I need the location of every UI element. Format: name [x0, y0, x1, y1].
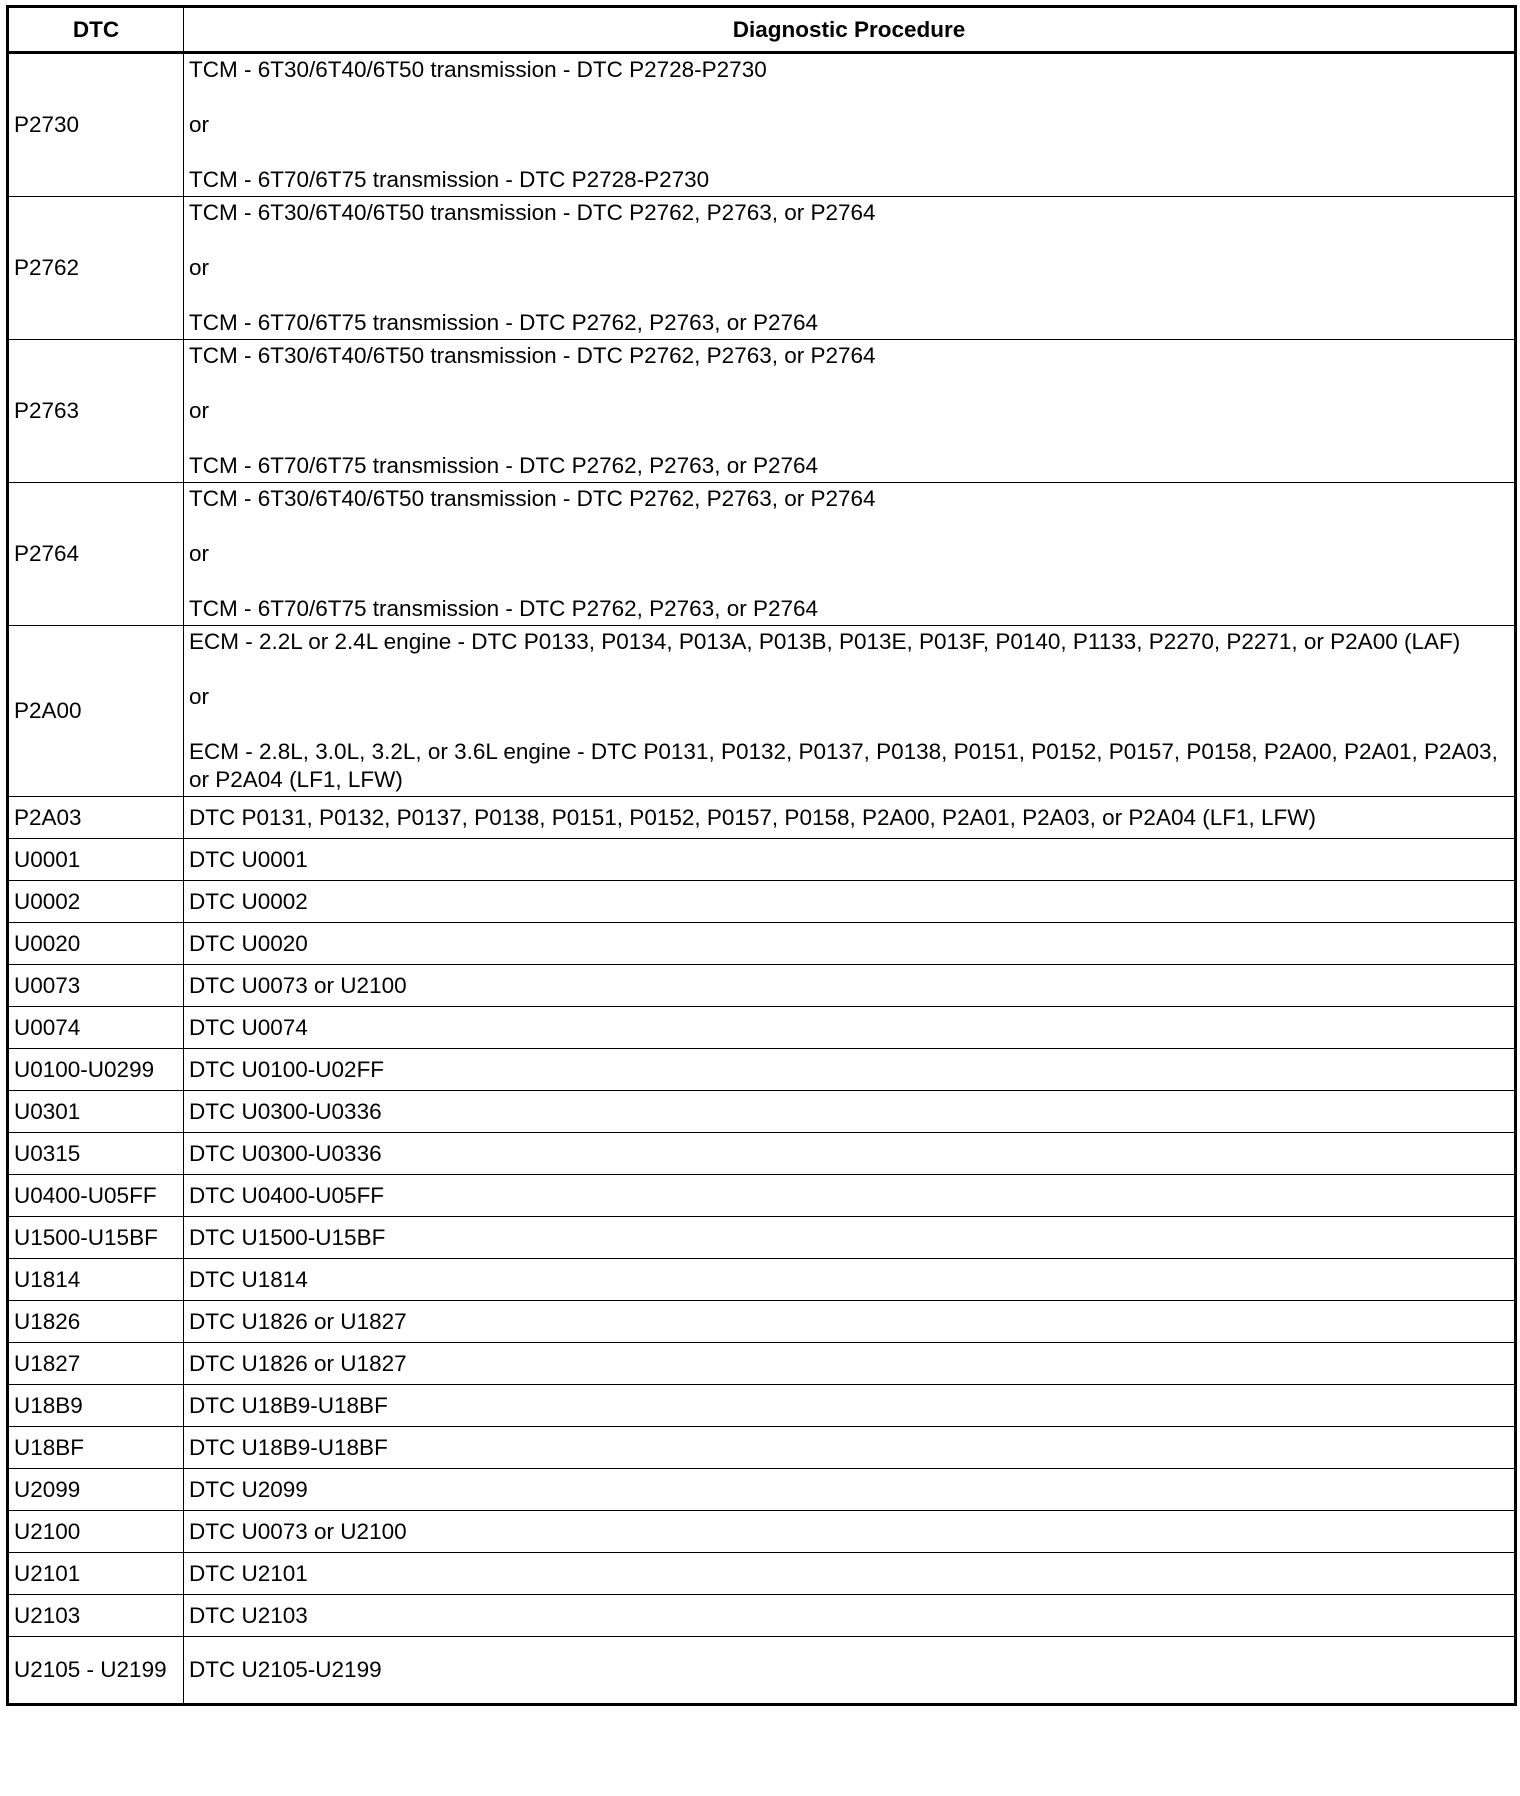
procedure-text: ECM - 2.2L or 2.4L engine - DTC P0133, P0134, P013A, P013B, P013E, P013F, P0140, P1133, P2270, P2271, or P2A00 (LAF) [189, 629, 1461, 654]
procedure-or-separator: or [189, 398, 210, 423]
procedure-text: DTC U2101 [189, 1560, 308, 1586]
procedure-cell [184, 340, 1516, 483]
dtc-code-cell: P2764 [8, 483, 184, 626]
table-row [8, 1385, 1516, 1427]
procedure-cell [184, 839, 1516, 881]
procedure-text: DTC U0073 or U2100 [189, 972, 407, 998]
procedure-or-separator: or [189, 112, 210, 137]
table-row [8, 1133, 1516, 1175]
procedure-text: DTC U0300-U0336 [189, 1140, 382, 1166]
procedure-cell [184, 797, 1516, 839]
dtc-code-cell: P2763 [8, 340, 184, 483]
procedure-cell [184, 1595, 1516, 1637]
procedure-text: DTC U0300-U0336 [189, 1098, 382, 1124]
dtc-code-cell: U2101 [8, 1553, 184, 1595]
procedure-cell [184, 1553, 1516, 1595]
procedure-cell [184, 1427, 1516, 1469]
procedure-cell [184, 197, 1516, 340]
table-row [8, 1259, 1516, 1301]
dtc-code-cell: P2A03 [8, 797, 184, 839]
table-row [8, 1343, 1516, 1385]
procedure-text: DTC U1826 or U1827 [189, 1350, 407, 1376]
dtc-code-cell: U1500-U15BF [8, 1217, 184, 1259]
procedure-cell [184, 1133, 1516, 1175]
dtc-code-cell: U1827 [8, 1343, 184, 1385]
dtc-code-cell: P2730 [8, 53, 184, 197]
dtc-code-cell: U1814 [8, 1259, 184, 1301]
dtc-code-cell: U0001 [8, 839, 184, 881]
procedure-text: TCM - 6T70/6T75 transmission - DTC P2762, P2763, or P2764 [189, 453, 819, 478]
procedure-text: DTC U2099 [189, 1476, 308, 1502]
procedure-text: TCM - 6T30/6T40/6T50 transmission - DTC P2762, P2763, or P2764 [189, 343, 876, 368]
procedure-or-separator: or [189, 684, 210, 709]
procedure-cell [184, 1301, 1516, 1343]
procedure-cell [184, 1175, 1516, 1217]
procedure-text: TCM - 6T30/6T40/6T50 transmission - DTC P2728-P2730 [189, 57, 767, 82]
dtc-code-cell: U0020 [8, 923, 184, 965]
table-row [8, 483, 1516, 626]
table-row [8, 340, 1516, 483]
procedure-text: DTC U2105-U2199 [189, 1657, 382, 1682]
table-row [8, 1091, 1516, 1133]
procedure-text: DTC U0002 [189, 888, 308, 914]
procedure-cell [184, 1007, 1516, 1049]
table-row [8, 1049, 1516, 1091]
dtc-code-cell: U0100-U0299 [8, 1049, 184, 1091]
procedure-text: ECM - 2.8L, 3.0L, 3.2L, or 3.6L engine - DTC P0131, P0132, P0137, P0138, P0151, P0152, P0157, P0158, P2A00, P2A01, P2A03, or P2A04 (LF1, LFW) [189, 739, 1498, 792]
procedure-text: DTC U0400-U05FF [189, 1182, 385, 1208]
paragraph-gap [189, 84, 1509, 111]
paragraph-gap [189, 139, 1509, 166]
dtc-code-cell: U2103 [8, 1595, 184, 1637]
table-row [8, 1301, 1516, 1343]
paragraph-gap [189, 370, 1509, 397]
dtc-code-cell: U0073 [8, 965, 184, 1007]
table-row [8, 626, 1516, 797]
procedure-cell [184, 1469, 1516, 1511]
procedure-cell [184, 1511, 1516, 1553]
paragraph-gap [189, 568, 1509, 595]
paragraph-gap [189, 711, 1509, 738]
procedure-text: DTC U0100-U02FF [189, 1056, 385, 1082]
table-row [8, 839, 1516, 881]
procedure-text: TCM - 6T30/6T40/6T50 transmission - DTC P2762, P2763, or P2764 [189, 486, 876, 511]
table-row [8, 197, 1516, 340]
procedure-cell [184, 881, 1516, 923]
procedure-text: TCM - 6T30/6T40/6T50 transmission - DTC P2762, P2763, or P2764 [189, 200, 876, 225]
dtc-code-cell: P2762 [8, 197, 184, 340]
procedure-text: DTC P0131, P0132, P0137, P0138, P0151, P0152, P0157, P0158, P2A00, P2A01, P2A03, or P2A04 (LF1, LFW) [189, 804, 1316, 830]
table-header-row [8, 7, 1516, 53]
procedure-cell [184, 965, 1516, 1007]
procedure-text: TCM - 6T70/6T75 transmission - DTC P2728-P2730 [189, 167, 710, 192]
procedure-text: DTC U1826 or U1827 [189, 1308, 407, 1334]
paragraph-gap [189, 425, 1509, 452]
paragraph-gap [189, 513, 1509, 540]
procedure-cell [184, 53, 1516, 197]
procedure-text: TCM - 6T70/6T75 transmission - DTC P2762, P2763, or P2764 [189, 310, 819, 335]
procedure-cell [184, 1259, 1516, 1301]
dtc-code-cell: U2100 [8, 1511, 184, 1553]
procedure-cell [184, 1049, 1516, 1091]
procedure-cell [184, 1217, 1516, 1259]
table-row [8, 1637, 1516, 1705]
procedure-text: DTC U18B9-U18BF [189, 1392, 388, 1418]
dtc-code-cell: U2099 [8, 1469, 184, 1511]
procedure-cell [184, 483, 1516, 626]
dtc-code-cell: U0315 [8, 1133, 184, 1175]
procedure-text: DTC U2103 [189, 1602, 308, 1628]
dtc-code-cell: U1826 [8, 1301, 184, 1343]
paragraph-gap [189, 227, 1509, 254]
table-row [8, 1469, 1516, 1511]
header-dtc: DTC [8, 7, 184, 53]
procedure-text: DTC U0074 [189, 1014, 308, 1040]
paragraph-gap [189, 656, 1509, 683]
procedure-text: DTC U0073 or U2100 [189, 1518, 407, 1544]
procedure-cell [184, 1637, 1516, 1705]
procedure-cell [184, 1343, 1516, 1385]
procedure-text: DTC U0020 [189, 930, 308, 956]
table-row [8, 1217, 1516, 1259]
dtc-code-cell: U0002 [8, 881, 184, 923]
table-body [8, 53, 1516, 1705]
procedure-text: DTC U0001 [189, 846, 308, 872]
procedure-text: DTC U18B9-U18BF [189, 1434, 388, 1460]
table-row [8, 1511, 1516, 1553]
dtc-code-cell: U18BF [8, 1427, 184, 1469]
procedure-cell [184, 626, 1516, 797]
dtc-code-cell: U2105 - U2199 [8, 1637, 184, 1705]
procedure-cell [184, 1385, 1516, 1427]
dtc-procedure-table [6, 5, 1517, 1706]
dtc-table-container [6, 5, 1514, 1706]
table-row [8, 53, 1516, 197]
table-row [8, 797, 1516, 839]
dtc-code-cell: U18B9 [8, 1385, 184, 1427]
dtc-code-cell: U0301 [8, 1091, 184, 1133]
table-row [8, 881, 1516, 923]
table-row [8, 1427, 1516, 1469]
header-diagnostic-procedure: Diagnostic Procedure [184, 7, 1516, 53]
procedure-cell [184, 1091, 1516, 1133]
table-row [8, 1595, 1516, 1637]
table-row [8, 1175, 1516, 1217]
paragraph-gap [189, 282, 1509, 309]
dtc-code-cell: U0400-U05FF [8, 1175, 184, 1217]
procedure-text: TCM - 6T70/6T75 transmission - DTC P2762, P2763, or P2764 [189, 596, 819, 621]
table-row [8, 965, 1516, 1007]
procedure-or-separator: or [189, 541, 210, 566]
procedure-or-separator: or [189, 255, 210, 280]
procedure-text: DTC U1500-U15BF [189, 1224, 386, 1250]
dtc-code-cell: U0074 [8, 1007, 184, 1049]
table-row [8, 923, 1516, 965]
procedure-cell [184, 923, 1516, 965]
table-row [8, 1553, 1516, 1595]
procedure-text: DTC U1814 [189, 1266, 308, 1292]
table-row [8, 1007, 1516, 1049]
dtc-code-cell: P2A00 [8, 626, 184, 797]
